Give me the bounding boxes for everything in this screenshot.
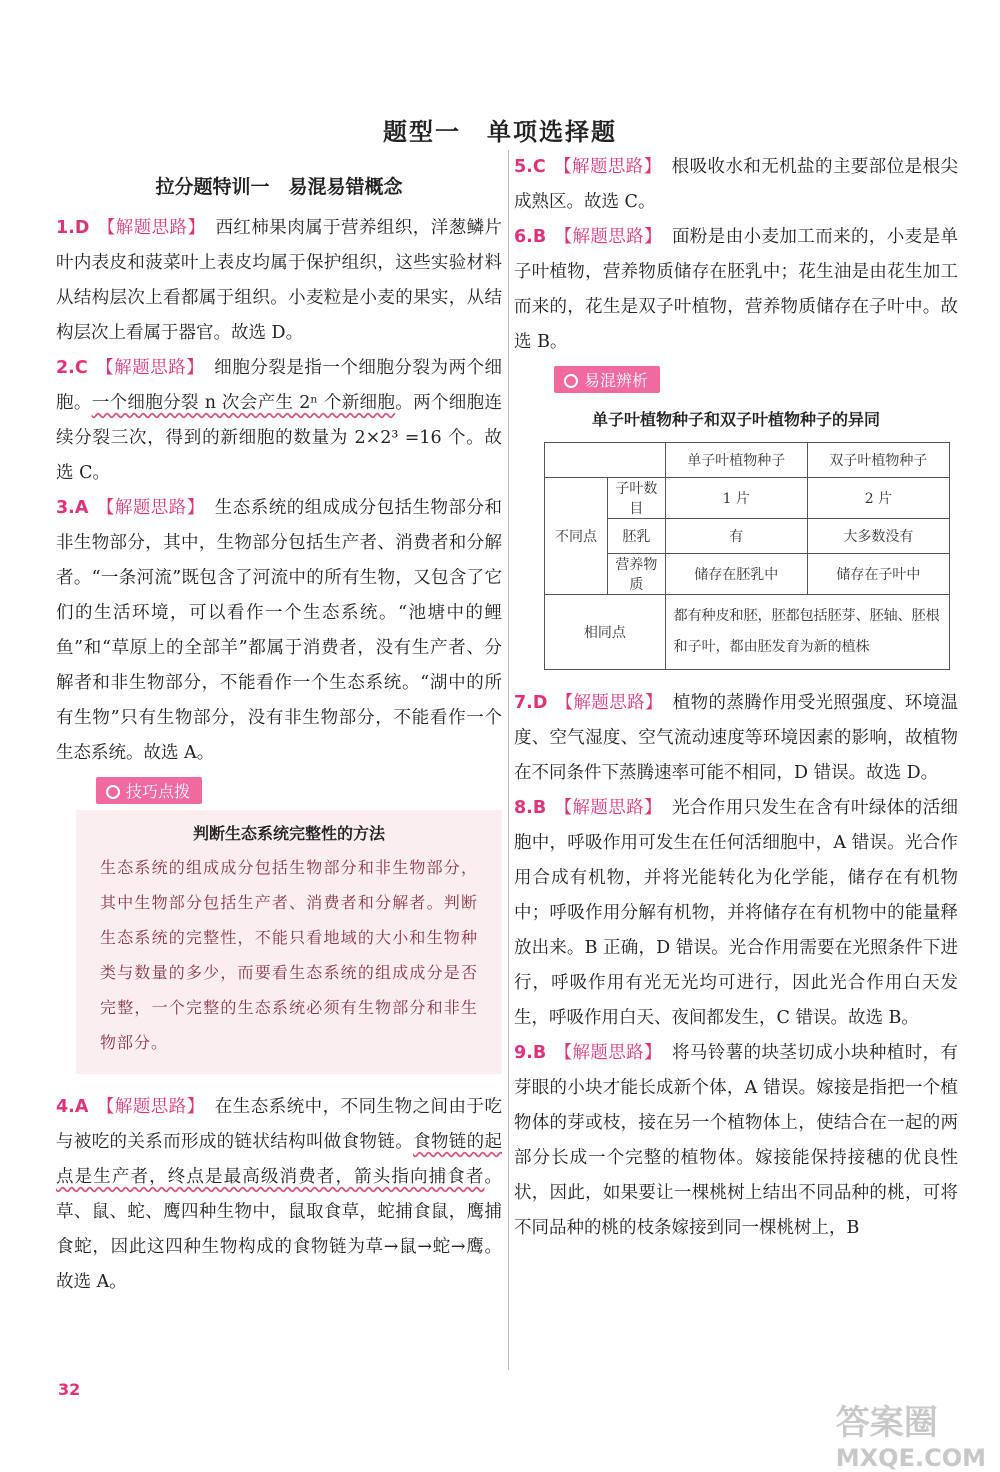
question-text: 。草、鼠、蛇、鹰四种生物中，鼠取食草，蛇捕食鼠，鹰捕食蛇，因此这四种生物构成的食物链为草→鼠→蛇→鹰。故选 A。: [56, 1167, 502, 1292]
tip-badge: [96, 777, 202, 804]
magnifier-icon: [106, 785, 120, 799]
table-cell: 有: [665, 519, 807, 554]
question-number: 9.B: [514, 1043, 547, 1063]
diff-label-cell: 不同点: [545, 478, 608, 595]
question-text: 。两个细胞连续分裂三次，得到的新细胞的数量为 2×2³ =16 个。故选 C。: [56, 393, 503, 483]
note-badge-label: 易混辨析: [584, 371, 649, 390]
magnifier-icon: [564, 374, 578, 388]
solution-tag: 【解题思路】: [554, 798, 662, 818]
same-text-cell: 都有种皮和胚，胚都包括胚芽、胚轴、胚根和子叶，都由胚发育为新的植株: [665, 595, 949, 670]
question-1: [56, 211, 502, 351]
question-text: 在生态系统中，不同生物之间由于吃与被吃的关系而形成的链状结构叫做食物链。: [56, 1097, 503, 1152]
question-text: 面粉是由小麦加工而来的，小麦是单子叶植物，营养物质储存在胚乳中；花生油是由花生加工而来的，花生是双子叶植物，营养物质储存在子叶中。故选 B。: [514, 227, 959, 352]
solution-tag: 【解题思路】: [553, 157, 662, 177]
question-number: 1.D: [56, 218, 90, 238]
solution-tag: 【解题思路】: [554, 1043, 662, 1063]
same-label-cell: 相同点: [545, 595, 666, 670]
right-column: [514, 150, 958, 1246]
question-number: 6.B: [514, 227, 547, 247]
table-corner-cell: [545, 443, 666, 478]
table-cell: 营养物质: [608, 554, 666, 595]
watermark-url: MXQE.COM: [835, 1444, 986, 1472]
question-text: 根吸收水和无机盐的主要部位是根尖成熟区。故选 C。: [514, 157, 958, 212]
column-divider: [508, 150, 509, 1370]
table-row: [545, 478, 950, 519]
table-header-cell: 单子叶植物种子: [665, 443, 807, 478]
question-2: [56, 351, 502, 491]
question-3: [56, 491, 502, 771]
note-badge: [554, 366, 660, 393]
solution-tag: 【解题思路】: [554, 227, 662, 247]
solution-tag: 【解题思路】: [96, 1097, 205, 1117]
question-text: 植物的蒸腾作用受光照强度、环境温度、空气湿度、空气流动速度等环境因素的影响，故植物在不同条件下蒸腾速率可能不相同，D 错误。故选 D。: [514, 693, 959, 783]
section-title: 拉分题特训一 易混易错概念: [155, 176, 403, 198]
table-cell: 2 片: [807, 478, 949, 519]
question-number: 8.B: [514, 798, 547, 818]
question-number: 2.C: [56, 358, 88, 378]
solution-tag: 【解题思路】: [96, 498, 205, 518]
table-row: [545, 595, 950, 670]
solution-tag: 【解题思路】: [555, 693, 663, 713]
question-number: 5.C: [514, 157, 546, 177]
question-9: [514, 1036, 958, 1246]
table-cell: 1 片: [665, 478, 807, 519]
highlighted-text: 一个细胞分裂 n 次会产生 2ⁿ 个新细胞: [91, 393, 396, 413]
main-title: 题型一 单项选择题: [383, 118, 617, 146]
table-header-cell: 双子叶植物种子: [807, 443, 949, 478]
question-6: [514, 220, 958, 360]
question-text: 将马铃薯的块茎切成小块种植时，有芽眼的小块才能长成新个体，A 错误。嫁接是指把一个植物体的芽或枝，接在另一个植物体上，使结合在一起的两部分长成一个完整的植物体。嫁接能保持接穗的优良性状，因此，如果要让一棵桃树上结出不同品种的桃，可将不同品种的桃的枝条嫁接到同一棵桃树上，B: [514, 1043, 959, 1238]
question-4: [56, 1090, 502, 1300]
question-text: 生态系统的组成成分包括生物部分和非生物部分，其中，生物部分包括生产者、消费者和分解者。“一条河流”既包含了河流中的所有生物，又包含了它们的生活环境，可以看作一个生态系统。“池塘中的鲤鱼”和“草原上的全部羊”都属于消费者，没有生产者、分解者和非生物部分，不能看作一个生态系统。“湖中的所有生物”只有生物部分，没有非生物部分，不能看作一个生态系统。故选 A。: [56, 498, 503, 763]
question-number: 7.D: [514, 693, 548, 713]
solution-tag: 【解题思路】: [95, 358, 205, 378]
table-cell: 储存在胚乳中: [665, 554, 807, 595]
table-cell: 胚乳: [608, 519, 666, 554]
tip-box: [76, 810, 502, 1074]
tip-badge-label: 技巧点拨: [126, 782, 191, 801]
question-7: [514, 686, 958, 791]
tip-title: 判断生态系统完整性的方法: [192, 824, 385, 843]
question-text: 西红柿果肉属于营养组织，洋葱鳞片叶内表皮和菠菜叶上表皮均属于保护组织，这些实验材料从结构层次上看都属于组织。小麦粒是小麦的果实，从结构层次上看属于器官。故选 D。: [56, 218, 503, 343]
highlighted-text: 食物链的起点是生产者，终点是最高级消费者，箭头指向捕食者: [56, 1132, 503, 1187]
page-number: 32: [58, 1380, 81, 1399]
tip-text: 生态系统的组成成分包括生物部分和非生物部分，其中生物部分包括生产者、消费者和分解者。判断生态系统的完整性，不能只看地域的大小和生物种类与数量的多少，而要看生态系统的组成成分是否完整，一个完整的生态系统必须有生物部分和非生物部分。: [100, 858, 478, 1052]
solution-tag: 【解题思路】: [97, 218, 206, 238]
question-number: 4.A: [56, 1097, 89, 1117]
question-text: 细胞分裂是指一个细胞分裂为两个细胞。: [56, 358, 503, 413]
watermark: [836, 1395, 986, 1472]
comparison-table: [544, 442, 950, 670]
question-text: 光合作用只发生在含有叶绿体的活细胞中，呼吸作用可发生在任何活细胞中，A 错误。光合作用合成有机物，并将光能转化为化学能，储存在有机物中；呼吸作用分解有机物，并将储存在有机物中的能量释放出来。B 正确，D 错误。光合作用需要在光照条件下进行，呼吸作用有光无光均可进行，因此光合作用白天发生，呼吸作用白天、夜间都发生，C 错误。故选 B。: [514, 798, 959, 1028]
table-cell: 储存在子叶中: [807, 554, 949, 595]
table-cell: 子叶数目: [608, 478, 666, 519]
note-title: 单子叶植物种子和双子叶植物种子的异同: [591, 410, 880, 429]
table-header-row: [545, 443, 950, 478]
question-5: [514, 150, 958, 220]
question-8: [514, 791, 958, 1036]
question-number: 3.A: [56, 498, 89, 518]
table-cell: 大多数没有: [807, 519, 949, 554]
left-column: [56, 150, 502, 1300]
watermark-text: 答案圈: [835, 1403, 938, 1443]
